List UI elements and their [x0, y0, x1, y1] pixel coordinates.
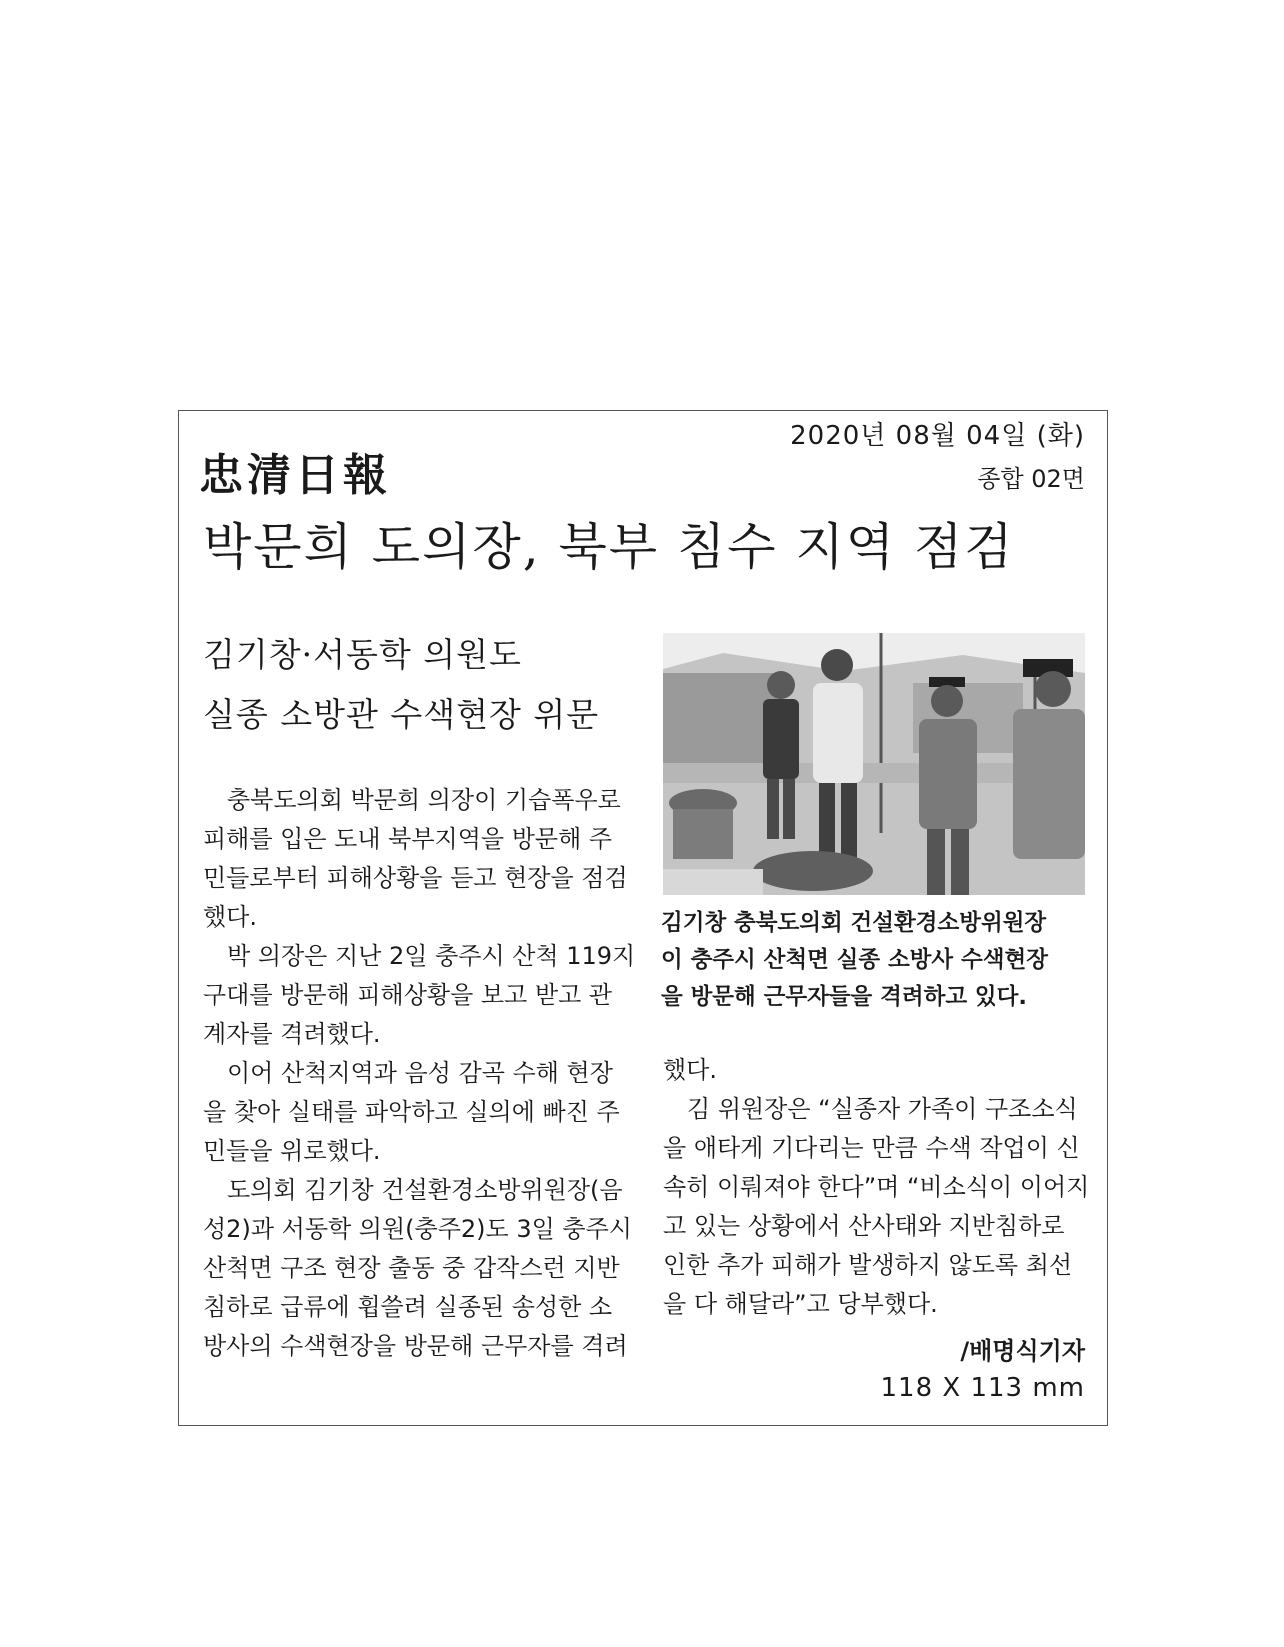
- body-line: 김 위원장은 “실종자 가족이 구조소식: [687, 1095, 1078, 1123]
- body-line: 산척면 구조 현장 출동 중 갑작스런 지반: [203, 1254, 620, 1282]
- body-line: 피해를 입은 도내 북부지역을 방문해 주: [203, 825, 613, 853]
- subheadline-line-1: 김기창·서동학 의원도: [203, 635, 522, 674]
- news-photo: [663, 633, 1085, 895]
- body-line: 방사의 수색현장을 방문해 근무자를 격려: [203, 1332, 628, 1360]
- headline: 박문희 도의장, 북부 침수 지역 점검: [203, 518, 1015, 576]
- body-line: 인한 추가 피해가 발생하지 않도록 최선: [663, 1251, 1073, 1279]
- publication-date: 2020년 08월 04일 (화): [790, 421, 1085, 451]
- news-photo-image: [663, 633, 1085, 895]
- body-line: 민들을 위로했다.: [203, 1137, 381, 1165]
- body-line: 했다.: [203, 903, 257, 931]
- body-line: 민들로부터 피해상황을 듣고 현장을 점검: [203, 864, 628, 892]
- body-line: 구대를 방문해 피해상황을 보고 받고 관: [203, 981, 613, 1009]
- caption-line: 김기창 충북도의회 건설환경소방위원장: [661, 910, 1047, 936]
- newspaper-masthead: 忠清日報: [199, 450, 391, 501]
- caption-line: 이 충주시 산척면 실종 소방사 수색현장: [661, 947, 1048, 973]
- body-line: 속히 이뤄져야 한다”며 “비소식이 이어지: [663, 1173, 1090, 1201]
- byline: /배명식기자: [960, 1337, 1085, 1365]
- subheadline-line-2: 실종 소방관 수색현장 위문: [203, 695, 600, 734]
- section-page: 종합 02면: [977, 465, 1085, 493]
- body-line: 충북도의회 박문희 의장이 기습폭우로: [227, 786, 621, 814]
- body-line: 계자를 격려했다.: [203, 1020, 381, 1048]
- caption-line: 을 방문해 근무자들을 격려하고 있다.: [661, 984, 1027, 1010]
- body-line: 침하로 급류에 휩쓸려 실종된 송성한 소: [203, 1293, 613, 1321]
- clipping-size: 118 X 113 mm: [880, 1373, 1085, 1403]
- article-body-right: [663, 1051, 1093, 1324]
- body-line: 을 애타게 기다리는 만큼 수색 작업이 신: [663, 1134, 1080, 1162]
- body-line: 을 찾아 실태를 파악하고 실의에 빠진 주: [203, 1098, 620, 1126]
- body-line: 을 다 해달라”고 당부했다.: [663, 1290, 938, 1318]
- article-body-left: [203, 781, 636, 1366]
- photo-caption: [661, 905, 1091, 1016]
- body-line: 했다.: [663, 1056, 717, 1084]
- body-line: 고 있는 상황에서 산사태와 지반침하로: [663, 1212, 1065, 1240]
- news-clipping: [178, 410, 1108, 1426]
- body-line: 성2)과 서동학 의원(충주2)도 3일 충주시: [203, 1215, 632, 1243]
- body-line: 박 의장은 지난 2일 충주시 산척 119지: [227, 942, 636, 970]
- body-line: 도의회 김기창 건설환경소방위원장(음: [227, 1176, 623, 1204]
- body-line: 이어 산척지역과 음성 감곡 수해 현장: [227, 1059, 613, 1087]
